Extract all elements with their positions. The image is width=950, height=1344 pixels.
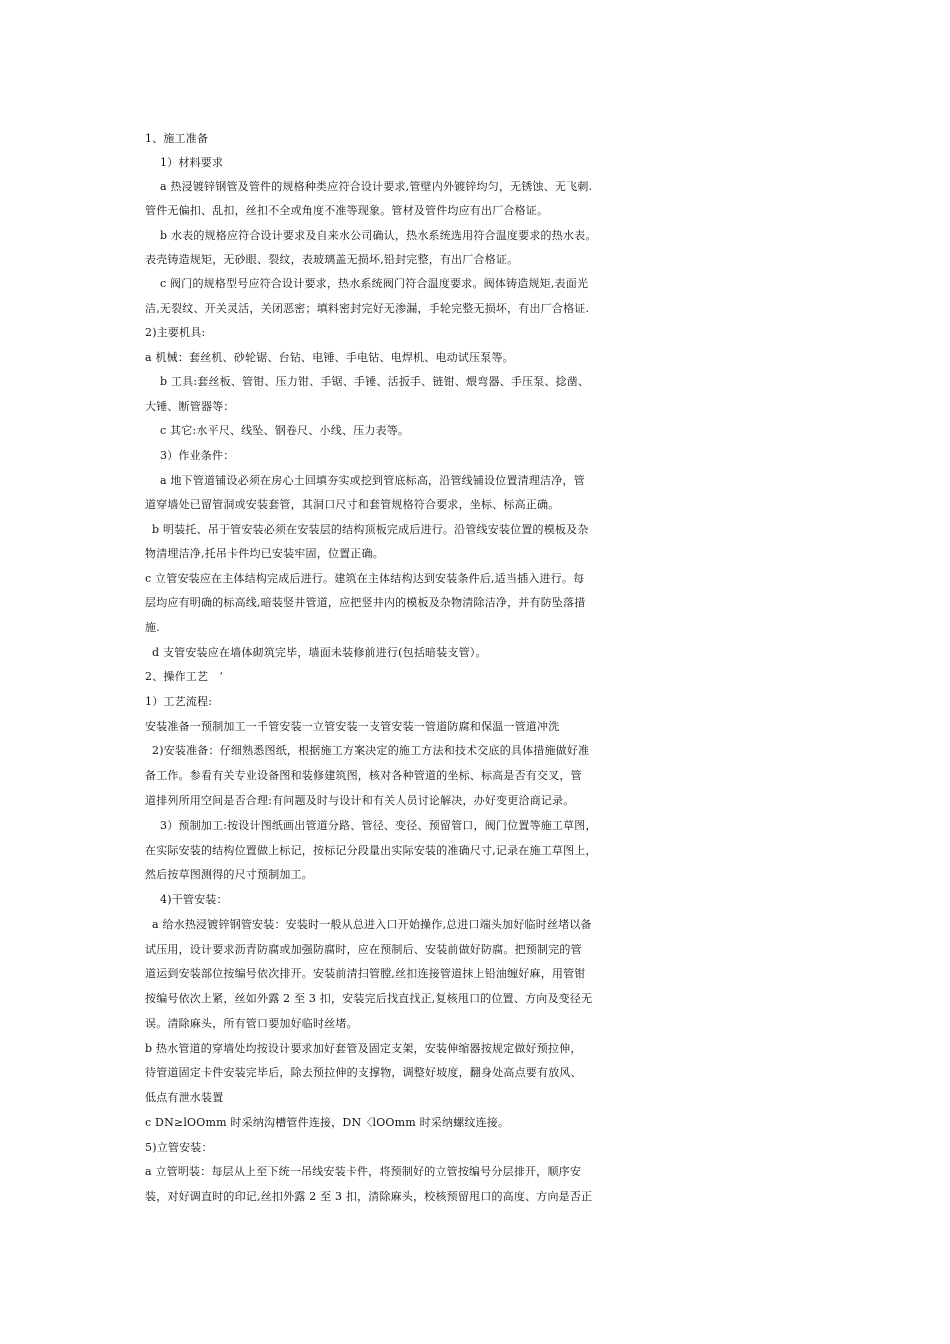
text-line: 道排列所用空间是否合理:有问题及时与设计和有关人员讨论解决，办好变更洽商记录。	[145, 794, 575, 807]
text-line: a 给水热浸镀锌钢管安装：安装时一般从总进入口开始操作,总进口端头加好临时丝堵以备	[152, 918, 592, 931]
text-line: a 地下管道铺设必须在房心土回填夯实或挖到管底标高，沿管线铺设位置清理洁净，管	[160, 474, 585, 487]
text-line: 低点有泄水装置	[145, 1091, 224, 1104]
text-line: b 热水管道的穿墙处均按设计要求加好套管及固定支架，安装伸缩器按规定做好预拉伸，	[145, 1042, 582, 1055]
text-line: 装，对好调直时的印记,丝扣外露 2 至 3 扣，清除麻头，校核预留甩口的高度、方向是否正	[145, 1190, 593, 1203]
text-line: a 热浸镀锌钢管及管件的规格种类应符合设计要求,管壁内外镀锌均匀，无锈蚀、无飞刺.	[160, 180, 593, 193]
text-line: 表壳铸造规矩，无砂眼、裂纹，表玻璃盖无损坏,铅封完整，有出厂合格证。	[145, 253, 519, 266]
subheading-main-pipe-install: 4)干管安装：	[160, 893, 228, 906]
text-line: 物清埋洁净,托吊卡件均已安装牢固，位置正确。	[145, 547, 384, 560]
text-line: c 立管安装应在主体结构完成后进行。建筑在主体结构达到安装条件后,适当插入进行。每	[145, 572, 585, 585]
text-line: b 水表的规格应符合设计要求及自来水公司确认，热水系统选用符合温度要求的热水表。	[160, 229, 597, 242]
text-line: 3）预制加工:按设计图纸画出管道分路、管径、变径、预留管口，阀门位置等施工草图，	[160, 819, 597, 832]
text-line: 试压用，设计要求沥青防腐或加强防腐时，应在预制后、安装前做好防腐。把预制完的管	[145, 943, 582, 956]
subheading-main-tools: 2)主要机具:	[145, 326, 206, 339]
text-line: a 机械：套丝机、砂轮锯、台钻、电锤、手电钻、电焊机、电动试压泵等。	[145, 351, 514, 364]
subheading-work-conditions: 3）作业条件：	[160, 449, 235, 462]
text-line: 备工作。参看有关专业设备图和装修建筑图，核对各种管道的坐标、标高是否有交叉，管	[145, 769, 582, 782]
text-line: a 立管明装：每层从上至下统一吊线安装卡件，将预制好的立管按编号分层排开，顺序安	[145, 1165, 582, 1178]
text-line: 然后按草图测得的尺寸预制加工。	[145, 868, 313, 881]
text-line: 道运到安装部位按编号依次排开。安装前清扫管膛,丝扣连接管道抹上铅油缠好麻，用管钳	[145, 967, 586, 980]
text-line: 按编号依次上紧，丝如外露 2 至 3 扣，安装完后找直找正,复核甩口的位置、方向及变径无	[145, 992, 593, 1005]
text-line: 安装准备一预制加工一千管安装一立管安装一支管安装一管道防腐和保温一管道冲洗	[145, 720, 560, 733]
text-line: 2)安装准备：仔细熟悉图纸，根据施工方案决定的施工方法和技术交底的具体措施做好准	[152, 744, 590, 757]
text-line: 洁,无裂纹、开关灵活，关闭恶密；填料密封完好无渗漏，手轮完整无损坏，有出厂合格证.	[145, 302, 590, 315]
text-line: 施.	[145, 621, 160, 634]
text-line: 大锤、断管器等：	[145, 400, 235, 413]
text-line: b 工具:套丝板、管钳、压力钳、手锯、手锤、活扳手、链钳、煨弯器、手压泵、捻凿、	[160, 375, 590, 388]
text-line: c DN≥lOOmm 时采纳沟槽管件连接，DN〈lOOmm 时采纳螺纹连接。	[145, 1116, 510, 1129]
heading-construction-preparation: 1、施工准备	[145, 132, 209, 145]
text-line: 误。清除麻头，所有管口要加好临时丝堵。	[145, 1017, 358, 1030]
text-line: 管件无偏扣、乱扣，丝扣不全或角度不准等现象。管材及管件均应有出厂合格证。	[145, 204, 549, 217]
text-line: d 支管安装应在墙体砌筑完毕，墙面未装修前进行(包括暗装支管）。	[152, 646, 487, 659]
subheading-riser-install: 5)立管安装：	[145, 1141, 213, 1154]
heading-operation-process: 2、操作工艺 ‘	[145, 670, 224, 683]
subheading-material-requirements: 1）材料要求	[160, 156, 224, 169]
text-line: c 其它:水平尺、线坠、钢卷尺、小线、压力表等。	[160, 424, 410, 437]
text-line: 道穿墙处已留管洞或安装套管，其洞口尺寸和套管规格符合要求，坐标、标高正确。	[145, 498, 560, 511]
text-line: 在实际安装的结构位置做上标记，按标记分段量出实际安装的准确尺寸,记录在施工草图上，	[145, 844, 597, 857]
text-line: b 明装托、吊于管安装必须在安装层的结构顶板完成后进行。沿管线安装位置的模板及杂	[152, 523, 589, 536]
subheading-process-flow: 1）工艺流程:	[145, 695, 213, 708]
text-line: 待管道固定卡件安装完毕后，除去预拉伸的支撑物，调整好坡度，翻身处高点要有放风、	[145, 1066, 582, 1079]
text-line: c 阀门的规格型号应符合设计要求，热水系统阀门符合温度要求。阀体铸造规矩,表面光	[160, 277, 589, 290]
text-line: 层均应有明确的标高线,暗装竖井管道，应把竖井内的模板及杂物清除洁净，并有防坠落措	[145, 596, 586, 609]
